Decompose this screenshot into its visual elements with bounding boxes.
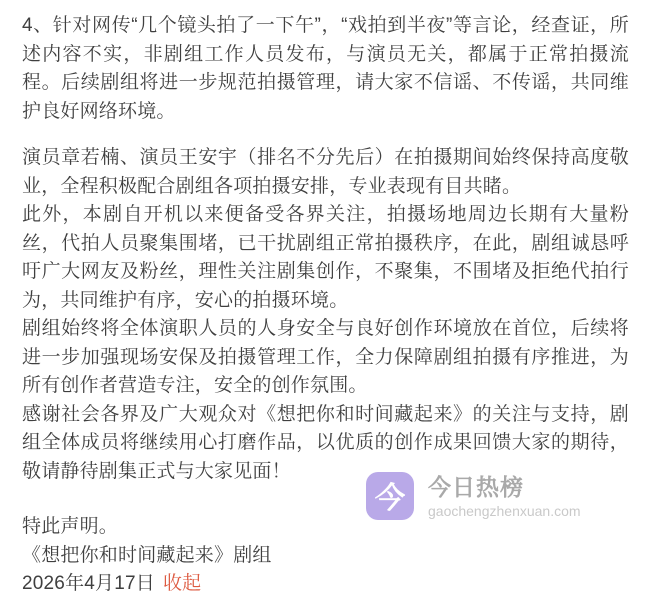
watermark-title: 今日热榜: [428, 474, 524, 500]
closing-date-line: [22, 570, 629, 599]
paragraph-rumor-clarification: 4、针对网传“几个镜头拍了一下午”，“戏拍到半夜”等言论，经查证，所述内容不实，非剧组工作人员发布，与演员无关，都属于正常拍摄流程。后续剧组将进一步规范拍摄管理，请大家不信谣、不传谣，共同维护良好网络环境。: [22, 15, 629, 122]
watermark: [366, 472, 581, 520]
closing-statement: 特此声明。: [22, 516, 119, 537]
closing-block: [22, 513, 629, 599]
watermark-url: gaochengzhenxuan.com: [428, 503, 581, 519]
closing-signature: 《想把你和时间藏起来》剧组: [22, 544, 272, 566]
paragraph-safety-measures: 剧组始终将全体演职人员的人身安全与良好创作环境放在首位，后续将进一步加强现场安保及拍摄管理工作，全力保障剧组拍摄有序推进，为所有创作者营造专注，安全的创作氛围。: [22, 318, 629, 396]
collapse-link[interactable]: 收起: [162, 573, 202, 594]
paragraph-fans-appeal: 此外，本剧自开机以来便备受各界关注，拍摄场地周边长期有大量粉丝，代拍人员聚集围堵，已干扰剧组正常拍摄秩序，在此，剧组诚恳呼吁广大网友及粉丝，理性关注剧集创作，不聚集，不围堵及拒绝代拍行为，共同维护有序，安心的拍摄环境。: [22, 204, 629, 311]
logo-icon-glyph: 今: [372, 482, 407, 515]
paragraph-thanks: 感谢社会各界及广大观众对《想把你和时间藏起来》的关注与支持，剧组全体成员将继续用心打磨作品，以优质的创作成果回馈大家的期待，敬请静待剧集正式与大家见面！: [22, 403, 629, 482]
watermark-text: [428, 472, 581, 520]
paragraph-actors-professionalism: 演员章若楠、演员王安宇（排名不分先后）在拍摄期间始终保持高度敬业，全程积极配合剧组各项拍摄安排，专业表现有目共睹。: [22, 147, 629, 197]
closing-date: 2026年4月17日: [22, 573, 155, 594]
jinri-rebang-logo-icon: [366, 472, 414, 520]
